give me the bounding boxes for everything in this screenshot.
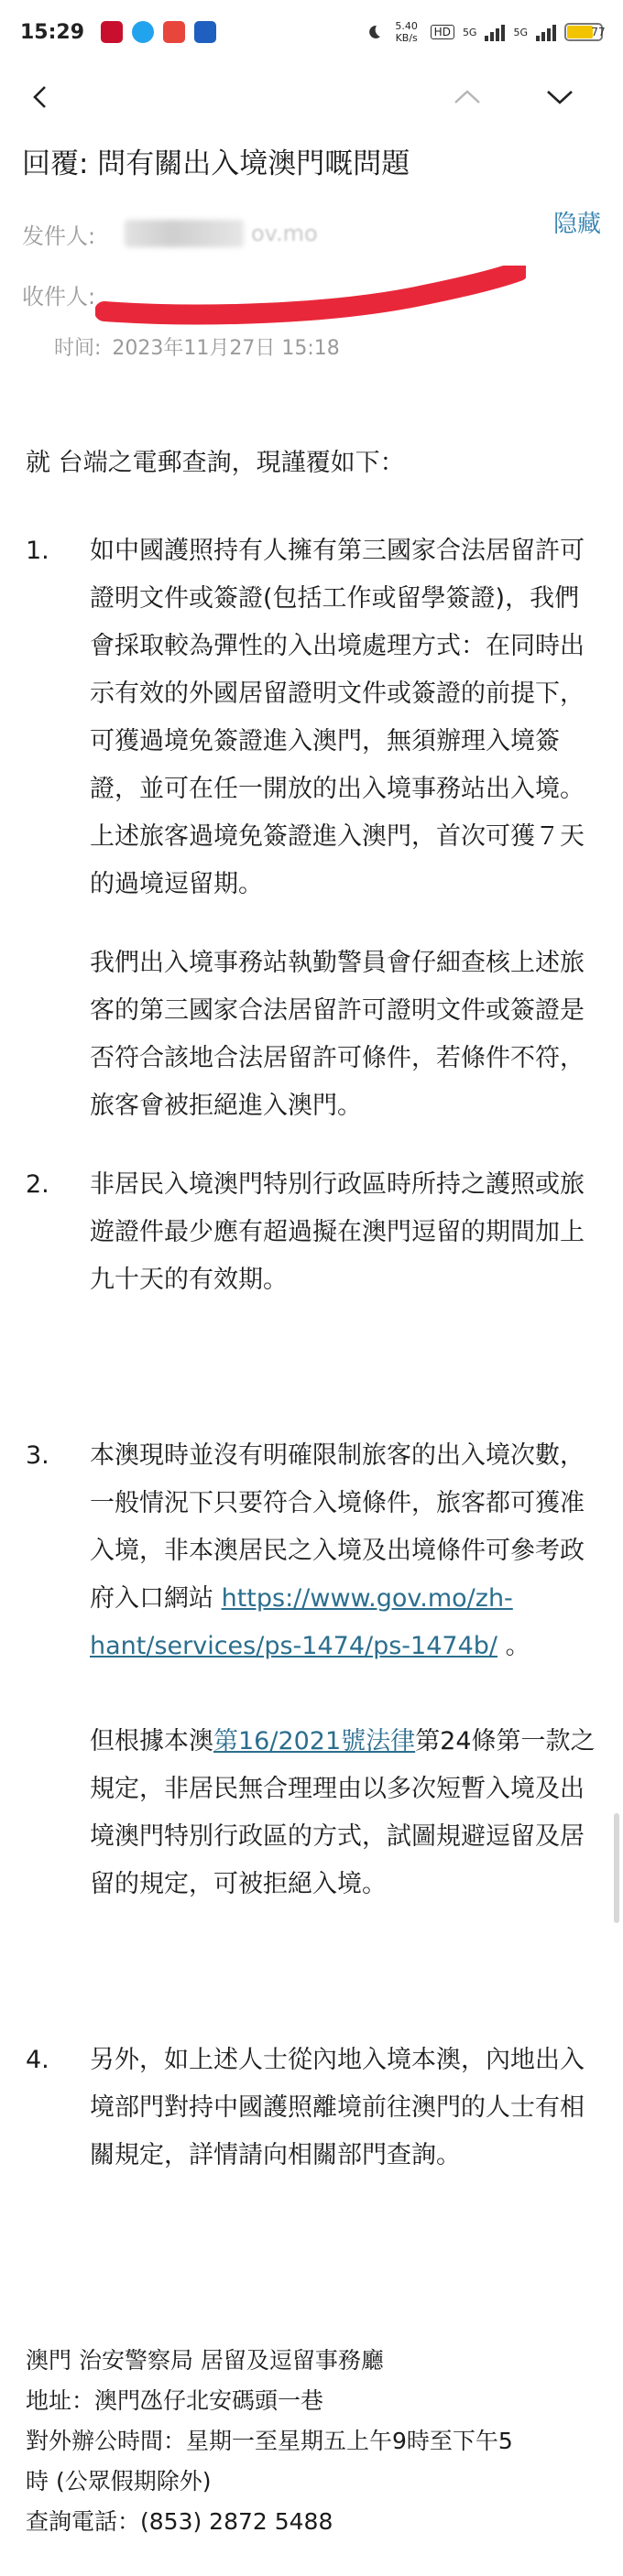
gallery-app-icon: [163, 21, 185, 43]
redaction-scribble: [95, 266, 526, 330]
status-right: [365, 20, 606, 44]
time-label: 时间:: [54, 336, 102, 360]
email-body: [0, 440, 623, 2179]
sender-blurred: [125, 220, 244, 247]
nav-bar: [0, 64, 623, 133]
status-time: 15:29: [20, 20, 85, 44]
item-number: 2.: [26, 1170, 49, 1199]
item-3-para-2: [90, 1718, 596, 1908]
item-number: 1.: [26, 537, 49, 565]
signature-org: 澳門 治安警察局 居留及逗留事務廳: [26, 2347, 384, 2374]
item-text: [90, 1161, 596, 1304]
item-3-end: 。: [505, 1632, 530, 1660]
signature-hours-2: 時 (公眾假期除外): [26, 2468, 212, 2494]
list-item-2: [26, 1161, 596, 1304]
qq-app-icon: [132, 21, 154, 43]
item-3-para-2-post: 第24條第一款之規定，非居民無合理理由以多次短暫入境及出境澳門特別行政區的方式，試圖規避逗留及居留的規定，可被拒絕入境。: [90, 1727, 596, 1898]
sender-partial: ov.mo: [251, 221, 318, 246]
back-arrow-icon: [27, 83, 54, 111]
signature-address: 地址：澳門氹仔北安碼頭一巷: [26, 2387, 324, 2414]
list-item-1: [26, 527, 596, 1130]
item-3-para-2-pre: 但根據本澳: [90, 1727, 213, 1755]
signal-strength-icon-1: [485, 23, 505, 41]
chevron-down-icon: [544, 82, 575, 113]
greeting: 就 台端之電郵查詢，現謹覆如下：: [26, 449, 405, 477]
recipient-label: 收件人:: [22, 283, 96, 310]
scrollbar[interactable]: [614, 1813, 619, 1923]
message-app-icon: [194, 21, 216, 43]
moon-icon: [365, 23, 383, 41]
list-item-3: [26, 1432, 596, 1908]
item-4-para-1: 另外，如上述人士從內地入境本澳，內地出入境部門對持中國護照離境前往澳門的人士有相關規定，詳情請向相關部門查詢。: [90, 2046, 585, 2169]
signal-5g-label-1: 5G: [462, 26, 477, 38]
signature-phone: 查詢電話：(853) 2872 5488: [26, 2508, 333, 2535]
email-header: [0, 140, 623, 366]
item-text: [90, 527, 596, 1130]
signature-hours-1: 對外辦公時間：星期一至星期五上午9時至下午5: [26, 2428, 513, 2454]
item-1-para-1: 如中國護照持有人擁有第三國家合法居留許可證明文件或簽證(包括工作或留學簽證)，我們會採取較為彈性的入出境處理方式：在同時出示有效的外國居留證明文件或簽證的前提下，可獲過境免簽證進入澳門，無須辦理入境簽證，並可在任一開放的出入境事務站出入境。上述旅客過境免簽證進入澳門，首次可獲７天的過境逗留期。: [90, 537, 585, 898]
item-number: 4.: [26, 2046, 49, 2074]
time-value: 2023年11月27日 15:18: [112, 336, 340, 360]
status-bar: [0, 0, 623, 64]
next-email-button[interactable]: [536, 73, 584, 121]
sender-label: 发件人:: [22, 223, 96, 249]
sender-row: [22, 205, 601, 262]
item-text: [90, 1432, 596, 1908]
law-link[interactable]: 第16/2021號法律: [213, 1727, 416, 1755]
signal-strength-icon-2: [536, 23, 556, 41]
hide-details-link[interactable]: 隐藏: [552, 211, 601, 238]
news-app-icon: [101, 21, 123, 43]
item-3-text: 本澳現時並沒有明確限制旅客的出入境次數，一般情況下只要符合入境條件，旅客都可獲准入境，非本澳居民之入境及出境條件可參考政府入口網站: [90, 1441, 585, 1613]
chevron-up-icon: [452, 82, 483, 113]
item-3-para-1: [90, 1432, 596, 1670]
battery-percent: 77: [591, 26, 606, 38]
list-item-4: [26, 2037, 596, 2179]
signal-5g-label-2: 5G: [513, 26, 528, 38]
email-subject: 回覆: 問有關出入境澳門嘅問題: [22, 147, 410, 180]
status-left: [20, 21, 216, 44]
network-speed: 5.40 KB/s: [395, 20, 418, 44]
item-2-para-1: 非居民入境澳門特別行政區時所持之護照或旅遊證件最少應有超過擬在澳門逗留的期間加上九十天的有效期。: [90, 1170, 585, 1294]
battery-icon: [564, 23, 606, 41]
previous-email-button[interactable]: [443, 73, 491, 121]
recipient-row: [22, 262, 601, 326]
item-1-para-2: 我們出入境事務站執勤警員會仔細查核上述旅客的第三國家合法居留許可證明文件或簽證是否符合該地合法居留許可條件，若條件不符，旅客會被拒絕進入澳門。: [90, 949, 585, 1120]
time-row: [54, 326, 601, 366]
email-signature: [0, 2341, 623, 2542]
item-number: 3.: [26, 1441, 49, 1470]
gov-portal-link[interactable]: https://www.gov.mo/zh-hant/services/ps-1474/ps-1474b/: [90, 1584, 513, 1660]
back-button[interactable]: [16, 73, 64, 121]
hd-badge: HD: [431, 25, 454, 39]
item-text: [90, 2037, 596, 2179]
